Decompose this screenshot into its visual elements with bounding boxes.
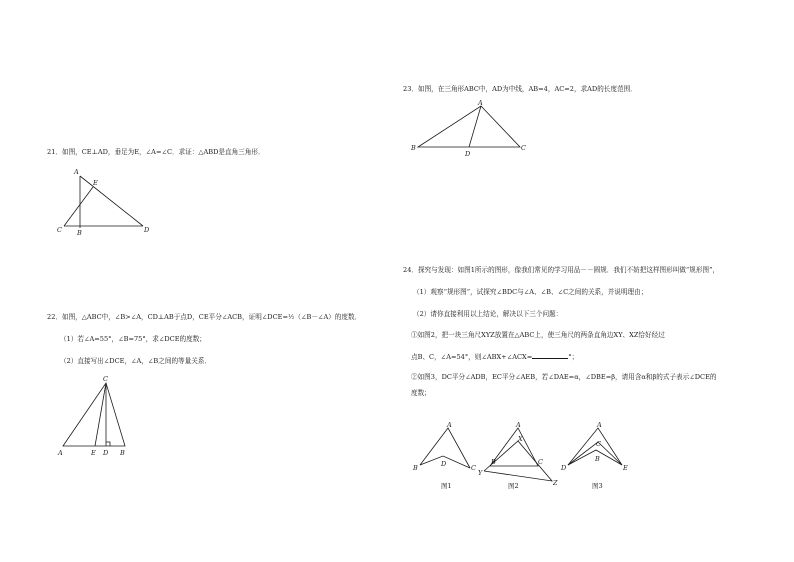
q23-label-a: A <box>478 99 483 107</box>
q21-text: 21．如图，CE⊥AD，垂足为E，∠A=∠C．求证：△ABD是直角三角形． <box>47 148 265 156</box>
fig3-label-d: D <box>561 464 567 472</box>
q24-sub1: （1）观察“规形图”，试探究∠BDC与∠A、∠B、∠C之间的关系，并说明理由； <box>413 288 648 296</box>
q24-figure-3 <box>560 422 635 492</box>
q22-label-a: A <box>58 449 63 457</box>
fig3-label-b: B <box>595 455 600 463</box>
q21-segment-ad <box>80 176 143 226</box>
fig3-label-e: E <box>623 464 628 472</box>
q24-intro: 24．探究与发现：如图1所示的图形，像我们常见的学习用品－－圆规．我们不妨把这样图形叫做“规形图”， <box>403 266 720 274</box>
fig3-label-c: C <box>596 440 601 448</box>
q23-text: 23．如图，在三角形ABC中，AD为中线，AB=4，AC=2，求AD的长度范围． <box>403 85 637 93</box>
q22-sub1: （1）若∠A=55°，∠B=75°，求∠DCE的度数； <box>60 335 206 343</box>
q22-label-e: E <box>91 449 96 457</box>
q22-segment-ce <box>95 383 106 446</box>
fig2-label-a: A <box>516 421 521 429</box>
q24-part1-line2 <box>411 352 578 361</box>
fig2-label-x: X <box>518 435 523 443</box>
fig1-label-b: B <box>413 464 418 472</box>
q23-label-b: B <box>411 144 416 152</box>
q22-label-b: B <box>120 449 125 457</box>
fig2-label-b: B <box>491 458 496 466</box>
fig1-caption: 图1 <box>441 482 452 490</box>
q21-label-b: B <box>77 229 82 237</box>
q21-label-c: C <box>57 226 62 234</box>
q24-answer-blank <box>532 352 568 359</box>
fig3-caption: 图3 <box>592 482 603 490</box>
q24-figure-1 <box>410 422 480 492</box>
q23-median-ad <box>469 106 481 147</box>
q24-part2-line1: ②如图3，DC平分∠ADB，EC平分∠AEB，若∠DAE=α，∠DBE=β，请用含α和β的式子表示∠DCE的 <box>411 373 717 381</box>
q21-label-d: D <box>144 226 150 234</box>
q22-figure <box>55 373 145 463</box>
q22-text: 22．如图，△ABC中，∠B>∠A，CD⊥AB于点D，CE平分∠ACB，证明∠DCE=½（∠B－∠A）的度数． <box>47 313 362 321</box>
q21-figure <box>55 168 165 238</box>
fig2-label-y: Y <box>478 469 483 477</box>
fig1-label-d: D <box>441 460 447 468</box>
q22-label-c: C <box>103 375 108 383</box>
q24-sub2: （2）请你直接利用以上结论，解决以下三个问题： <box>413 310 563 318</box>
fig1-label-c: C <box>471 464 476 472</box>
q24-part1-unit: °； <box>568 353 579 361</box>
q23-figure <box>408 99 538 159</box>
q24-part1-text: 点B、C，∠A=54°，则∠ABX+∠ACX= <box>411 353 533 361</box>
fig2-label-c: C <box>538 458 543 466</box>
fig3-label-a: A <box>597 421 602 429</box>
q22-triangle-abc <box>63 383 125 446</box>
q22-sub2: （2）直接写出∠DCE，∠A，∠B之间的等量关系． <box>60 357 212 365</box>
q24-part1-line1: ①如图2，把一块三角尺XYZ放置在△ABC上，使三角尺的两条直角边XY、XZ恰好经过 <box>411 331 665 339</box>
q22-label-d: D <box>103 449 109 457</box>
q21-label-e: E <box>93 179 98 187</box>
q23-label-c: C <box>521 144 526 152</box>
q21-segment-ce <box>64 187 93 226</box>
q23-triangle-abc <box>418 106 520 147</box>
fig2-label-z: Z <box>553 479 558 487</box>
q24-part2-line2: 度数； <box>411 389 431 397</box>
q23-label-d: D <box>465 150 471 158</box>
fig2-triangle-abc <box>490 428 538 466</box>
fig2-caption: 图2 <box>508 482 519 490</box>
q21-label-a: A <box>74 168 79 176</box>
q22-right-angle-mark <box>106 442 110 446</box>
q24-figure-2 <box>478 422 558 492</box>
fig1-label-a: A <box>447 421 452 429</box>
